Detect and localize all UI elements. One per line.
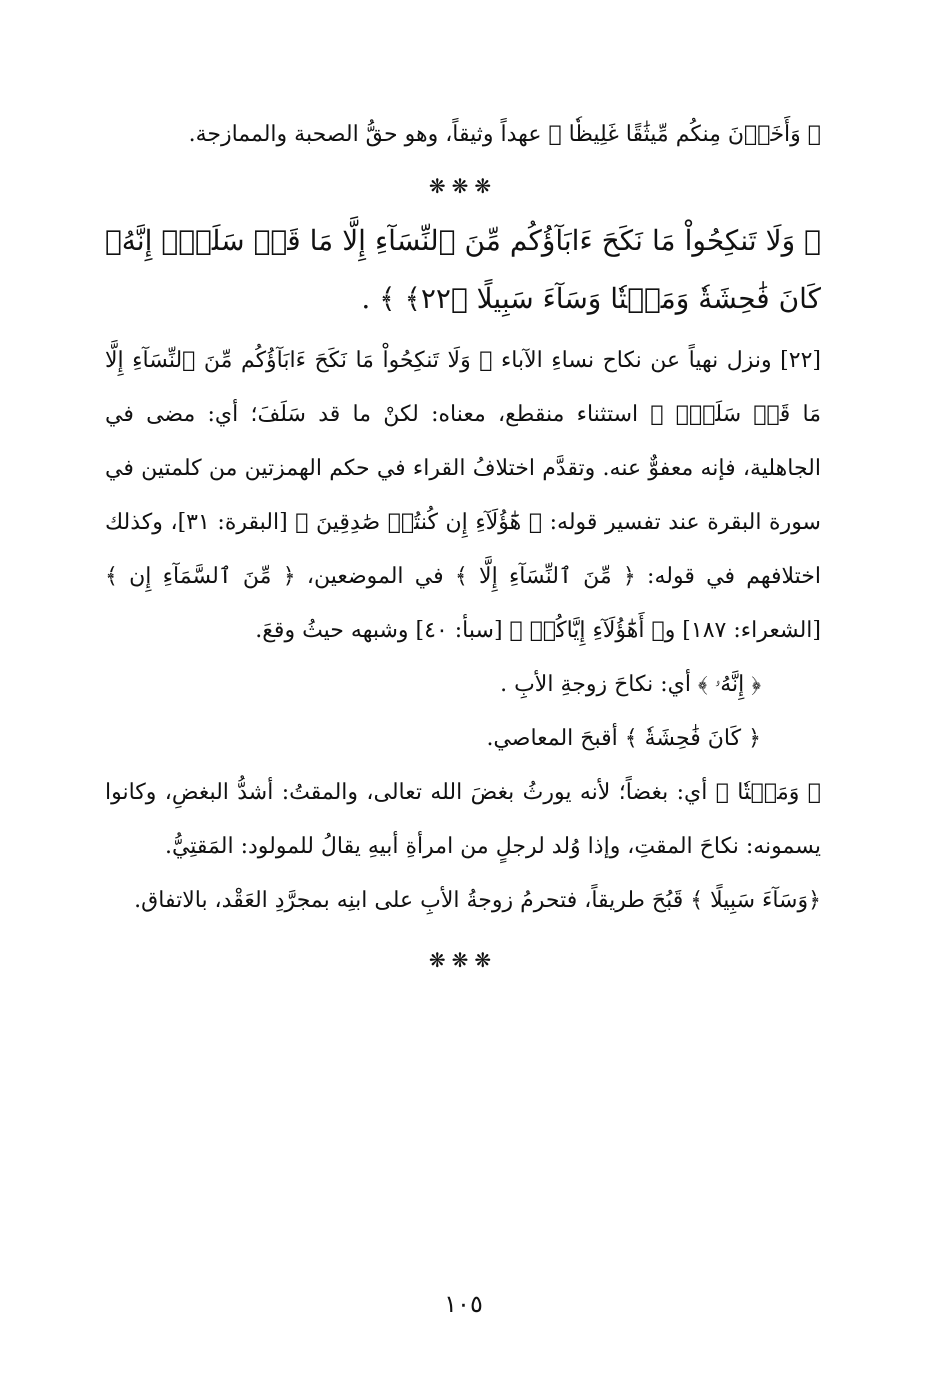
- paragraph-fahisha: ﴿ كَانَ فَٰحِشَةٗ ﴾ أقبحَ المعاصي.: [486, 726, 761, 751]
- paragraph-commentary-22: [٢٢] ونزل نهياً عن نكاح نساءِ الآباء ﴿ وَلَا تَنكِحُواْ مَا نَكَحَ ءَابَآؤُكُم مِّنَ ٱلنِّسَآءِ إِلَّا مَا قَدۡ سَلَفَۚ ﴾ استثناء منقطع، معناه: لكنْ ما قد سَلَفَ؛ أي: مضى في الجاهلية، فإنه معفوٌّ عنه. وتقدَّم اختلافُ القراء في حكم الهمزتين من كلمتين في سورة البقرة عند تفسير قوله: ﴿ هَٰٓؤُلَآءِ إِن كُنتُمۡ صَٰدِقِينَ ﴾ [البقرة: ٣١]، وكذلك اختلافهم في قوله: ﴿ مِّنَ ٱلنِّسَآءِ إِلَّا ﴾ في الموضعين، ﴿ مِّنَ ٱلسَّمَآءِ إِن ﴾ [الشعراء: ١٨٧] و﴿ أَهَٰٓؤُلَآءِ إِيَّاكُمۡ ﴾ [سبأ: ٤٠] وشبهه حيثُ وقعَ.: [105, 348, 821, 643]
- separator-stars-bottom: ❋❋❋: [428, 948, 498, 972]
- page-body: [105, 108, 821, 978]
- paragraph-innahu: ﴿ إِنَّهُۥ ﴾ أي: نكاحَ زوجةِ الأبِ .: [500, 672, 761, 697]
- quran-verse: ﴿ وَلَا تَنكِحُواْ مَا نَكَحَ ءَابَآؤُكُم مِّنَ ٱلنِّسَآءِ إِلَّا مَا قَدۡ سَلَفَۚ إِنَّهُۥ كَانَ فَٰحِشَةٗ وَمَقۡتٗا وَسَآءَ سَبِيلًا ﴿٢٢﴾ ﴾ .: [105, 224, 821, 315]
- paragraph-1: ﴿ وَأَخَذۡنَ مِنكُم مِّيثَٰقًا غَلِيظٗا ﴾ عهداً وثيقاً، وهو حقُّ الصحبة والممازجة.: [188, 122, 821, 147]
- paragraph-saa-sabila: ﴿وَسَآءَ سَبِيلًا ﴾ قَبُحَ طريقاً، فتحرمُ زوجةُ الأبِ على ابنِه بمجرَّدِ العَقْد، بالاتفاق.: [134, 888, 821, 913]
- paragraph-maqtan: ﴿ وَمَقۡتٗا ﴾ أي: بغضاً؛ لأنه يورثُ بغضَ الله تعالى، والمقتُ: أشدُّ البغضِ، وكانوا يسمونه: نكاحَ المقتِ، وإذا وُلد لرجلٍ من امرأةِ أبيهِ يقالُ للمولود: المَقتِيُّ.: [105, 780, 821, 859]
- page-number: ١٠٥: [444, 1290, 483, 1318]
- separator-stars-top: ❋❋❋: [428, 174, 498, 198]
